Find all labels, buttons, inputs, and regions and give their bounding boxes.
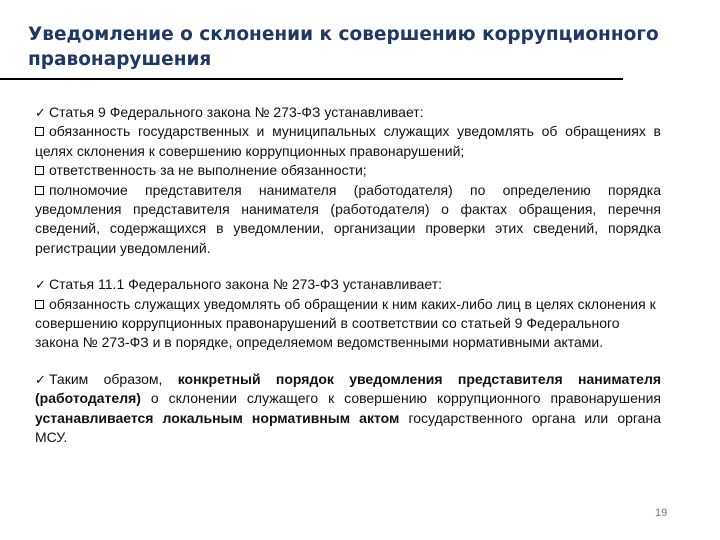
square-bullet-icon [35, 166, 44, 175]
conclusion-text: государственного органа или органа МСУ. [35, 409, 661, 446]
square-bullet-icon [35, 127, 44, 136]
slide-content [35, 103, 661, 465]
conclusion-emphasis: устанавливается локальным нормативным актом [35, 409, 400, 426]
check-icon: ✓ [35, 105, 46, 120]
article-9-item: полномочие представителя нанимателя (работодателя) по определению порядка уведомления представителя нанимателя (работодателя) о фактах обращения, перечня сведений, содержащихся в уведомлении, организации проверки этих сведений, порядка регистрации уведомлений. [35, 181, 661, 256]
page-number: 19 [655, 507, 668, 519]
conclusion-block [35, 370, 661, 448]
title-underline [0, 78, 623, 80]
article-9-heading: Статья 9 Федерального закона № 273-ФЗ устанавливает: [49, 104, 424, 120]
square-bullet-icon [35, 186, 44, 195]
conclusion-text: о склонении служащего к совершению коррупционного правонарушения [140, 390, 661, 407]
square-bullet-icon [35, 300, 44, 309]
article-11-1-heading: Статья 11.1 Федерального закона № 273-ФЗ устанавливает: [49, 276, 443, 293]
check-icon: ✓ [35, 371, 46, 387]
article-9-item: ответственность за не выполнение обязанности; [49, 162, 367, 179]
slide-title: Уведомление о склонении к совершению коррупционного правонарушения [28, 24, 659, 70]
article-11-1-block [35, 275, 661, 353]
conclusion-text: Таким образом, [49, 370, 178, 387]
article-11-1-item: обязанность служащих уведомлять об обращении к ним каких-либо лиц в целях склонения к совершению коррупционных правонарушений в соответствии со статьей 9 Федерального закона № 273-ФЗ и в порядке, определяемом ведомственными нормативными актами. [35, 295, 656, 351]
article-9-item: обязанность государственных и муниципальных служащих уведомлять об обращениях в целях склонения к совершению коррупционных правонарушений; [35, 123, 661, 159]
article-9-block [35, 103, 661, 258]
conclusion-emphasis: конкретный порядок уведомления представителя нанимателя (работодателя) [35, 370, 662, 407]
check-icon: ✓ [35, 277, 46, 293]
